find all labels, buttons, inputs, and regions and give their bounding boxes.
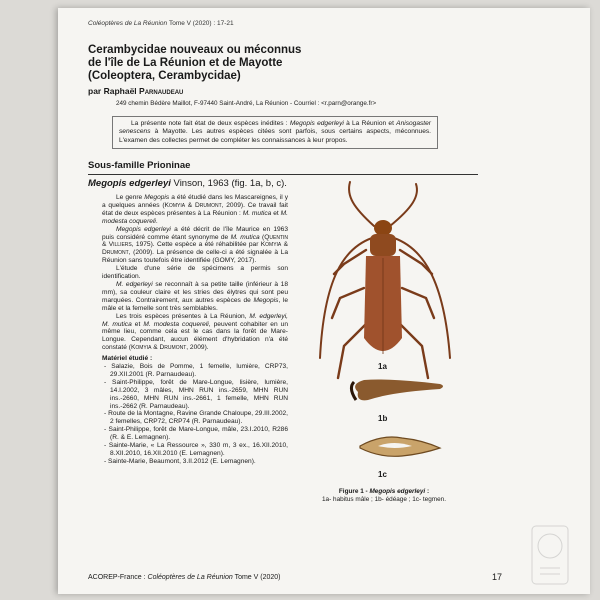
paragraph: Megopis edgerleyi a été décrit de l'île Maurice en 1963 puis considéré comme étant synonyme de M. mutica (Quentin & Villiers, 1975). Cette espèce a été réhabilitée par Komyia & Drumont, (2009). La présence de celle-ci a été signalée à La Réunion sans toutefois être identifiée (GOMY, 2017). (102, 225, 289, 265)
figure-label-1b: 1b (378, 414, 388, 423)
figure-label-1a: 1a (378, 362, 387, 371)
paragraph: M. edgerleyi se reconnaît à sa petite taille (inférieur à 18 mm), sa couleur claire et les stries des élytres qui sont peu marquées. Contrairement, aux autres espèces de Megopis, le mâle et la femelle sont très semblables. (102, 280, 288, 312)
section-rule (88, 174, 478, 175)
paragraph: Le genre Megopis a été étudié dans les Mascareignes, il y a quelques années (Komyia & Drumont, 2009). Ce travail fait état de deux espèces présentes à La Réunion : M. mutica et M. modesta coquereli. (102, 194, 289, 225)
author-address: 249 chemin Bédère Maillot, F-97440 Saint-André, La Réunion - Courriel : <r.parn@orange.fr> (116, 100, 377, 107)
list-item: - Salazie, Bois de Pomme, 1 femelle, lumière, CRP73, 29.XII.2001 (R. Parnaudeau). (104, 363, 288, 378)
body-text-column (102, 194, 288, 466)
article-title: Cerambycidae nouveaux ou méconnus de l'île de La Réunion et de Mayotte (Coleoptera, Cerambycidae) (88, 44, 302, 82)
journal-page (58, 8, 590, 594)
abstract-box: La présente note fait état de deux espèces inédites : Megopis edgerleyi à La Réunion et Anisogaster senescens à Mayotte. Les autres espèces citées sont parfois, sous certains aspects, méconnues. L'examen des collectes permet de compléter les connaissances à leur propos. (112, 116, 438, 149)
material-heading: Matériel étudié : (102, 355, 153, 363)
list-item: - Sainte-Marie, Beaumont, 3.II.2012 (E. Lemagnen). (104, 457, 256, 465)
figure-1 (294, 178, 474, 508)
running-head: Coléoptères de La Réunion Tome V (2020) : 17-21 (88, 20, 234, 27)
paragraph: Les trois espèces présentes à La Réunion, M. edgerleyi, M. mutica et M. modesta coquereli, peuvent cohabiter en un même lieu, comme cela est le cas dans la forêt de Mare-Longue. Cependant, aucun élément d'hybridation n'a été constaté (Komyia & Drumont, 2009). (102, 312, 289, 352)
figure-label-1c: 1c (378, 470, 387, 479)
list-item: - Route de la Montagne, Ravine Grande Chaloupe, 29.III.2002, 2 femelles, CRP72, CRP74 (R. Parnaudeau). (104, 410, 288, 426)
figure-caption: Figure 1 - Megopis edgerleyi : 1a- habitus mâle ; 1b- édéage ; 1c- tegmen. (322, 488, 446, 503)
section-heading: Sous-famille Prioninae (88, 160, 191, 171)
page-number: 17 (492, 572, 503, 582)
list-item: - Saint-Philippe, forêt de Mare-Longue, mâle, 23.I.2010, R286 (R. & E. Lemagnen). (104, 426, 288, 442)
material-list (102, 363, 288, 466)
list-item: - Sainte-Marie, « La Ressource », 330 m, 3 ex., 16.XII.2010, 8.XII.2010, 16.XII.2010 (E. Lemagnen). (104, 442, 288, 457)
paragraph: L'étude d'une série de spécimens a permis son identification. (102, 265, 288, 281)
page-footer: ACOREP-France : Coléoptères de La Réunion Tome V (2020) (88, 574, 281, 581)
author: par Raphaël Parnaudeau (88, 86, 184, 96)
list-item: - Saint-Philippe, forêt de Mare-Longue, lisière, lumière, 14.I.2002, 3 mâles, MHN RUN ins.-2659, MHN RUN ins.-2660, MHN RUN ins.-2661, 1 femelle, MHN RUN ins.-2662 (R. Parnaudeau). (104, 378, 288, 410)
beetle-illustration (294, 178, 474, 488)
species-heading: Megopis edgerleyi Vinson, 1963 (fig. 1a, b, c). (88, 178, 287, 189)
library-stamp-icon (530, 524, 570, 586)
